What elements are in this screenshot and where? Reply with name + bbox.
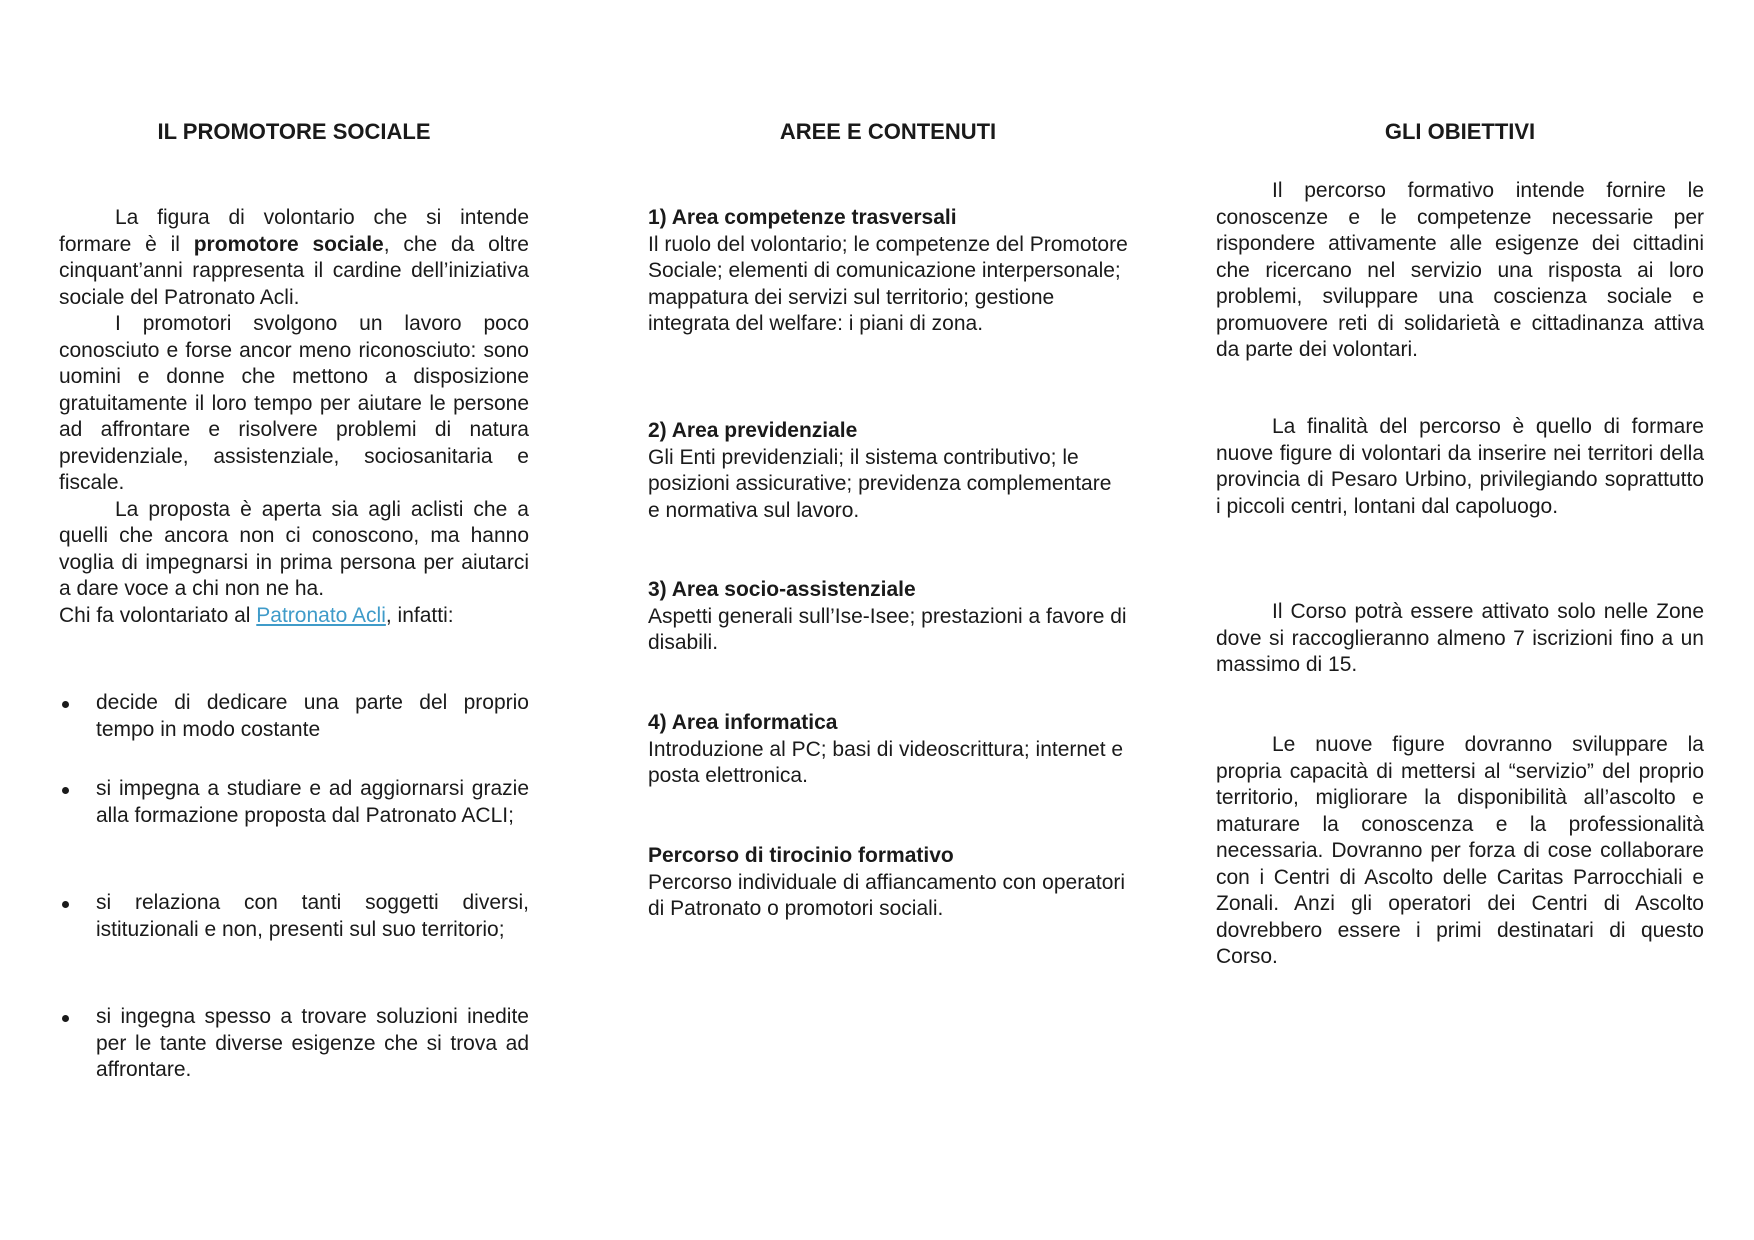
list-item (59, 1004, 529, 1084)
area-block (648, 418, 1128, 524)
intro-text (59, 205, 529, 629)
list-item-text: decide di dedicare una parte del proprio tempo in modo costante (96, 691, 529, 741)
section-title: AREE E CONTENUTI (779, 119, 997, 144)
paragraph: Il percorso formativo intende fornire le conoscenze e le competenze necessarie per rispondere attivamente alle esigenze dei cittadini che ricercano nel servizio una risposta ai loro problemi, sviluppare una coscienza sociale e promuovere reti di solidarietà e cittadinanza attiva da parte dei volontari. (1216, 179, 1704, 361)
list-item (59, 890, 529, 943)
text: , infatti: (385, 603, 454, 627)
list-item-text: si ingegna spesso a trovare soluzioni inedite per le tante diverse esigenze che si trova ad affrontare. (96, 1005, 529, 1081)
paragraph: Le nuove figure dovranno sviluppare la propria capacità di mettersi al “servizio” del proprio territorio, migliorare la disponibilità all’ascolto e maturare la conoscenza e la professionalità necessaria. Dovranno per forza di cose collaborare con i Centri di Ascolto delle Caritas Parrocchiali e Zonali. Anzi gli operatori dei Centri di Ascolto dovrebbero essere i primi destinatari di questo Corso. (1216, 733, 1704, 968)
bullet-icon (62, 787, 69, 794)
list-item-text: si impegna a studiare e ad aggiornarsi grazie alla formazione proposta dal Patronato ACLI; (96, 777, 529, 827)
list-item (59, 690, 529, 743)
paragraph: Il Corso potrà essere attivato solo nelle Zone dove si raccoglieranno almeno 7 iscrizioni fino a un massimo di 15. (1216, 600, 1704, 676)
area-title: Percorso di tirocinio formativo (648, 844, 954, 867)
paragraph (59, 603, 529, 630)
paragraph (59, 205, 529, 311)
text: , che da oltre cinquant’anni rappresenta il cardine dell’iniziativa sociale del Patronato Acli. (59, 232, 529, 309)
area-text: Gli Enti previdenziali; il sistema contributivo; le posizioni assicurative; previdenza complementare e normativa sul lavoro. (648, 445, 1112, 522)
area-text: Percorso individuale di affiancamento con operatori di Patronato o promotori sociali. (648, 870, 1126, 920)
area-text: Il ruolo del volontario; le competenze del Promotore Sociale; elementi di comunicazione interpersonale; mappatura dei servizi sul territorio; gestione integrata del welfare: i piani di zona. (648, 232, 1128, 335)
area-block (648, 710, 1128, 790)
paragraph: La finalità del percorso è quello di formare nuove figure di volontari da inserire nei territori della provincia di Pesaro Urbino, privilegiando soprattutto i piccoli centri, lontani dal capoluogo. (1216, 415, 1704, 518)
area-title: 2) Area previdenziale (648, 419, 858, 442)
section-title: GLI OBIETTIVI (1384, 119, 1536, 144)
text: La figura di volontario che si intende formare è il (59, 206, 529, 256)
bullet-icon (62, 1015, 69, 1022)
area-block (648, 205, 1128, 338)
area-block (648, 577, 1128, 657)
area-title: 1) Area competenze trasversali (648, 206, 957, 229)
paragraph: I promotori svolgono un lavoro poco conosciuto e forse ancor meno riconosciuto: sono uomini e donne che mettono a disposizione gratuitamente il loro tempo per aiutare le persone ad affrontare e risolvere problemi di natura previdenziale, assistenziale, sociosanitaria e fiscale. (59, 312, 529, 494)
section-title: IL PROMOTORE SOCIALE (157, 119, 431, 144)
bullet-icon (62, 701, 69, 708)
patronato-acli-link[interactable]: Patronato Acli (256, 603, 386, 627)
list-item-text: si relaziona con tanti soggetti diversi, istituzionali e non, presenti sul suo territorio; (96, 891, 529, 941)
paragraph: La proposta è aperta sia agli aclisti che a quelli che ancora non ci conoscono, ma hanno voglia di impegnarsi in prima persona per aiutarci a dare voce a chi non ne ha. (59, 497, 529, 600)
bold-term: promotore sociale (193, 232, 384, 256)
area-title: 3) Area socio-assistenziale (648, 578, 916, 601)
text: Chi fa volontariato al (59, 603, 257, 627)
area-block (648, 843, 1128, 923)
bullet-icon (62, 901, 69, 908)
list-item (59, 776, 529, 829)
area-title: 4) Area informatica (648, 711, 838, 734)
area-text: Aspetti generali sull’Ise-Isee; prestazioni a favore di disabili. (648, 604, 1127, 654)
area-text: Introduzione al PC; basi di videoscrittura; internet e posta elettronica. (648, 737, 1124, 787)
